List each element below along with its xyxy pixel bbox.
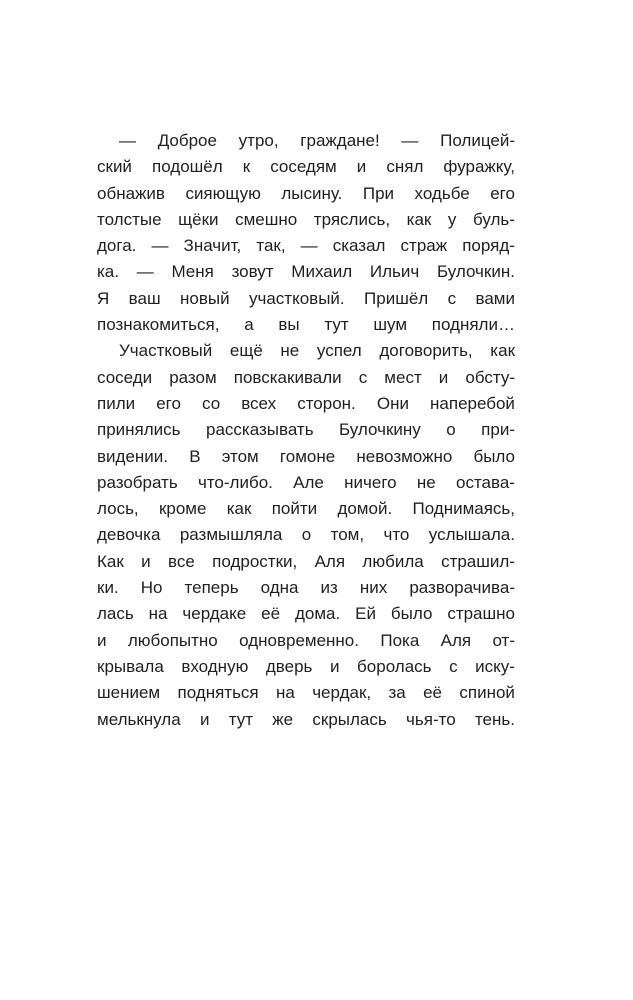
word: и bbox=[438, 367, 449, 387]
word: разобрать bbox=[97, 472, 178, 492]
word: познакомиться, bbox=[97, 315, 220, 335]
word: с bbox=[447, 288, 457, 308]
text-line bbox=[97, 181, 515, 207]
word: на bbox=[148, 604, 168, 624]
text-line bbox=[97, 391, 515, 417]
word: ка. bbox=[97, 262, 119, 282]
word: с bbox=[449, 656, 458, 676]
word: дома. bbox=[294, 604, 341, 624]
word: Пришёл bbox=[364, 288, 429, 308]
word: Аля bbox=[314, 551, 346, 571]
word: и bbox=[97, 630, 107, 650]
word: наперебой bbox=[430, 393, 515, 413]
word: всех bbox=[241, 393, 277, 413]
text-line bbox=[97, 601, 515, 627]
word: как bbox=[490, 341, 515, 361]
word: спиной bbox=[459, 683, 515, 703]
text-line bbox=[97, 628, 515, 654]
word: и bbox=[329, 656, 340, 676]
word: вами bbox=[475, 288, 515, 308]
word: — bbox=[401, 131, 419, 150]
word: щёки bbox=[178, 209, 219, 229]
text-line bbox=[97, 286, 515, 312]
word: от- bbox=[492, 630, 515, 650]
word: граждане! bbox=[300, 131, 380, 150]
word: о bbox=[301, 525, 312, 545]
word: его bbox=[490, 183, 515, 203]
word: подняться bbox=[177, 683, 259, 703]
paragraph-2 bbox=[97, 338, 515, 732]
word: принялись bbox=[97, 420, 181, 440]
word: дверь bbox=[265, 656, 313, 676]
word: было bbox=[473, 446, 515, 466]
word: успел bbox=[316, 341, 362, 361]
word: — bbox=[300, 236, 318, 256]
word: шум bbox=[373, 315, 408, 335]
word: Поднимаясь, bbox=[412, 499, 515, 519]
text-line bbox=[97, 707, 515, 733]
word: них bbox=[359, 578, 388, 598]
word: ходьбе bbox=[414, 183, 470, 203]
word: пили bbox=[97, 393, 136, 413]
word: страшил- bbox=[441, 551, 515, 571]
word: чердак, bbox=[312, 683, 372, 703]
word: ский bbox=[97, 157, 132, 177]
word: её bbox=[423, 683, 443, 703]
word: ки. bbox=[97, 578, 119, 598]
word: В bbox=[189, 446, 201, 466]
word: мест bbox=[384, 367, 422, 387]
paragraph-1 bbox=[97, 128, 515, 338]
word: Аля bbox=[440, 630, 472, 650]
word: снял bbox=[386, 157, 424, 177]
word: буль- bbox=[473, 209, 515, 229]
word: лась bbox=[97, 604, 134, 624]
word: — bbox=[119, 131, 136, 150]
word: обнажив bbox=[97, 183, 165, 203]
word: Булочкину bbox=[339, 420, 421, 440]
word: тут bbox=[228, 709, 254, 729]
word: теперь bbox=[184, 578, 239, 598]
text-line bbox=[97, 312, 515, 338]
word: ваш bbox=[128, 288, 161, 308]
word: и bbox=[356, 157, 367, 177]
word: договорить, bbox=[379, 341, 473, 361]
word: При bbox=[362, 183, 395, 203]
word: тряслись, bbox=[313, 209, 391, 229]
word: гомоне bbox=[279, 446, 336, 466]
word: остава- bbox=[455, 472, 515, 492]
word: повскакивали bbox=[233, 367, 342, 387]
word: чья-то bbox=[406, 709, 456, 729]
word: разом bbox=[169, 367, 217, 387]
word: не bbox=[280, 341, 300, 361]
word: Как bbox=[97, 551, 124, 571]
word: видении. bbox=[97, 446, 169, 466]
text-line bbox=[97, 549, 515, 575]
word: её bbox=[261, 604, 281, 624]
word: размышляла bbox=[179, 525, 283, 545]
word: за bbox=[388, 683, 406, 703]
word: невозможно bbox=[356, 446, 453, 466]
word: и bbox=[199, 709, 210, 729]
word: фуражку, bbox=[443, 157, 515, 177]
word: все bbox=[168, 551, 195, 571]
word: из bbox=[320, 578, 338, 598]
word: — bbox=[136, 262, 154, 282]
text-line bbox=[97, 365, 515, 391]
word: Ильич bbox=[369, 262, 420, 282]
word: этом bbox=[221, 446, 259, 466]
word: и bbox=[141, 551, 151, 571]
word: при- bbox=[481, 420, 515, 440]
text-line bbox=[97, 128, 515, 154]
word: так, bbox=[256, 236, 286, 256]
word: Они bbox=[376, 393, 409, 413]
word: том, bbox=[330, 525, 365, 545]
text-line bbox=[97, 654, 515, 680]
word: к bbox=[242, 157, 251, 177]
text-line bbox=[97, 680, 515, 706]
word: одновременно. bbox=[239, 630, 359, 650]
word: на bbox=[276, 683, 295, 703]
word: ничего bbox=[344, 472, 397, 492]
word: Значит, bbox=[183, 236, 242, 256]
word: как bbox=[226, 499, 252, 519]
text-line bbox=[97, 338, 515, 364]
word: Пока bbox=[380, 630, 420, 650]
word: Ей bbox=[355, 604, 376, 624]
word: Но bbox=[140, 578, 163, 598]
word: девочка bbox=[97, 525, 161, 545]
word: подростки, bbox=[212, 551, 298, 571]
word: зовут bbox=[231, 262, 274, 282]
text-line bbox=[97, 417, 515, 443]
word: вы bbox=[278, 315, 300, 335]
word: у bbox=[447, 209, 457, 229]
text-line bbox=[97, 233, 515, 259]
word: Полицей- bbox=[440, 131, 515, 150]
word: дога. bbox=[97, 236, 137, 256]
word: что bbox=[383, 525, 410, 545]
page-text bbox=[97, 128, 515, 733]
word: любопытно bbox=[127, 630, 218, 650]
word: иску- bbox=[475, 656, 515, 676]
word: крывала bbox=[97, 656, 164, 676]
word: домой. bbox=[337, 499, 393, 519]
word: Михаил bbox=[291, 262, 353, 282]
word: же bbox=[272, 709, 294, 729]
word: услышала. bbox=[428, 525, 515, 545]
word: толстые bbox=[97, 209, 162, 229]
text-line bbox=[97, 207, 515, 233]
word: сторон. bbox=[297, 393, 356, 413]
word: чердаке bbox=[182, 604, 247, 624]
word: обсту- bbox=[465, 367, 515, 387]
word: не bbox=[416, 472, 436, 492]
word: а bbox=[244, 315, 254, 335]
text-line bbox=[97, 444, 515, 470]
word: что-либо. bbox=[197, 472, 273, 492]
word: о bbox=[446, 420, 456, 440]
word: соседи bbox=[97, 367, 153, 387]
word: Участковый bbox=[119, 341, 213, 361]
word: новый bbox=[180, 288, 230, 308]
text-line bbox=[97, 259, 515, 285]
word: утро, bbox=[238, 131, 279, 150]
word: пойти bbox=[271, 499, 318, 519]
word: любила bbox=[362, 551, 424, 571]
word: соседям bbox=[270, 157, 337, 177]
word: Меня bbox=[171, 262, 214, 282]
word: мелькнула bbox=[97, 709, 181, 729]
word: боролась bbox=[357, 656, 432, 676]
word: разворачива- bbox=[409, 578, 515, 598]
word: одна bbox=[260, 578, 299, 598]
word: его bbox=[156, 393, 181, 413]
word: поряд- bbox=[462, 236, 515, 256]
word: участковый. bbox=[248, 288, 345, 308]
word: ещё bbox=[229, 341, 263, 361]
word: как bbox=[406, 209, 432, 229]
word: лысину. bbox=[281, 183, 343, 203]
word: Доброе bbox=[157, 131, 217, 150]
text-line bbox=[97, 522, 515, 548]
word: Але bbox=[293, 472, 324, 492]
word: страшно bbox=[447, 604, 515, 624]
word: страж bbox=[400, 236, 448, 256]
word: Булочкин. bbox=[436, 262, 515, 282]
word: смешно bbox=[235, 209, 298, 229]
word: тут bbox=[324, 315, 349, 335]
text-line bbox=[97, 496, 515, 522]
word: — bbox=[151, 236, 169, 256]
word: сказал bbox=[332, 236, 386, 256]
word: было bbox=[390, 604, 433, 624]
text-line bbox=[97, 575, 515, 601]
word: кроме bbox=[158, 499, 207, 519]
word: входную bbox=[181, 656, 249, 676]
word: шением bbox=[97, 683, 161, 703]
word: подняли… bbox=[431, 315, 515, 335]
text-line bbox=[97, 154, 515, 180]
word: Я bbox=[97, 288, 110, 308]
word: тень. bbox=[474, 709, 515, 729]
word: сияющую bbox=[185, 183, 261, 203]
word: лось, bbox=[97, 499, 139, 519]
word: со bbox=[202, 393, 221, 413]
text-line bbox=[97, 470, 515, 496]
word: подошёл bbox=[151, 157, 223, 177]
word: с bbox=[358, 367, 368, 387]
word: рассказывать bbox=[205, 420, 314, 440]
word: скрылась bbox=[312, 709, 387, 729]
